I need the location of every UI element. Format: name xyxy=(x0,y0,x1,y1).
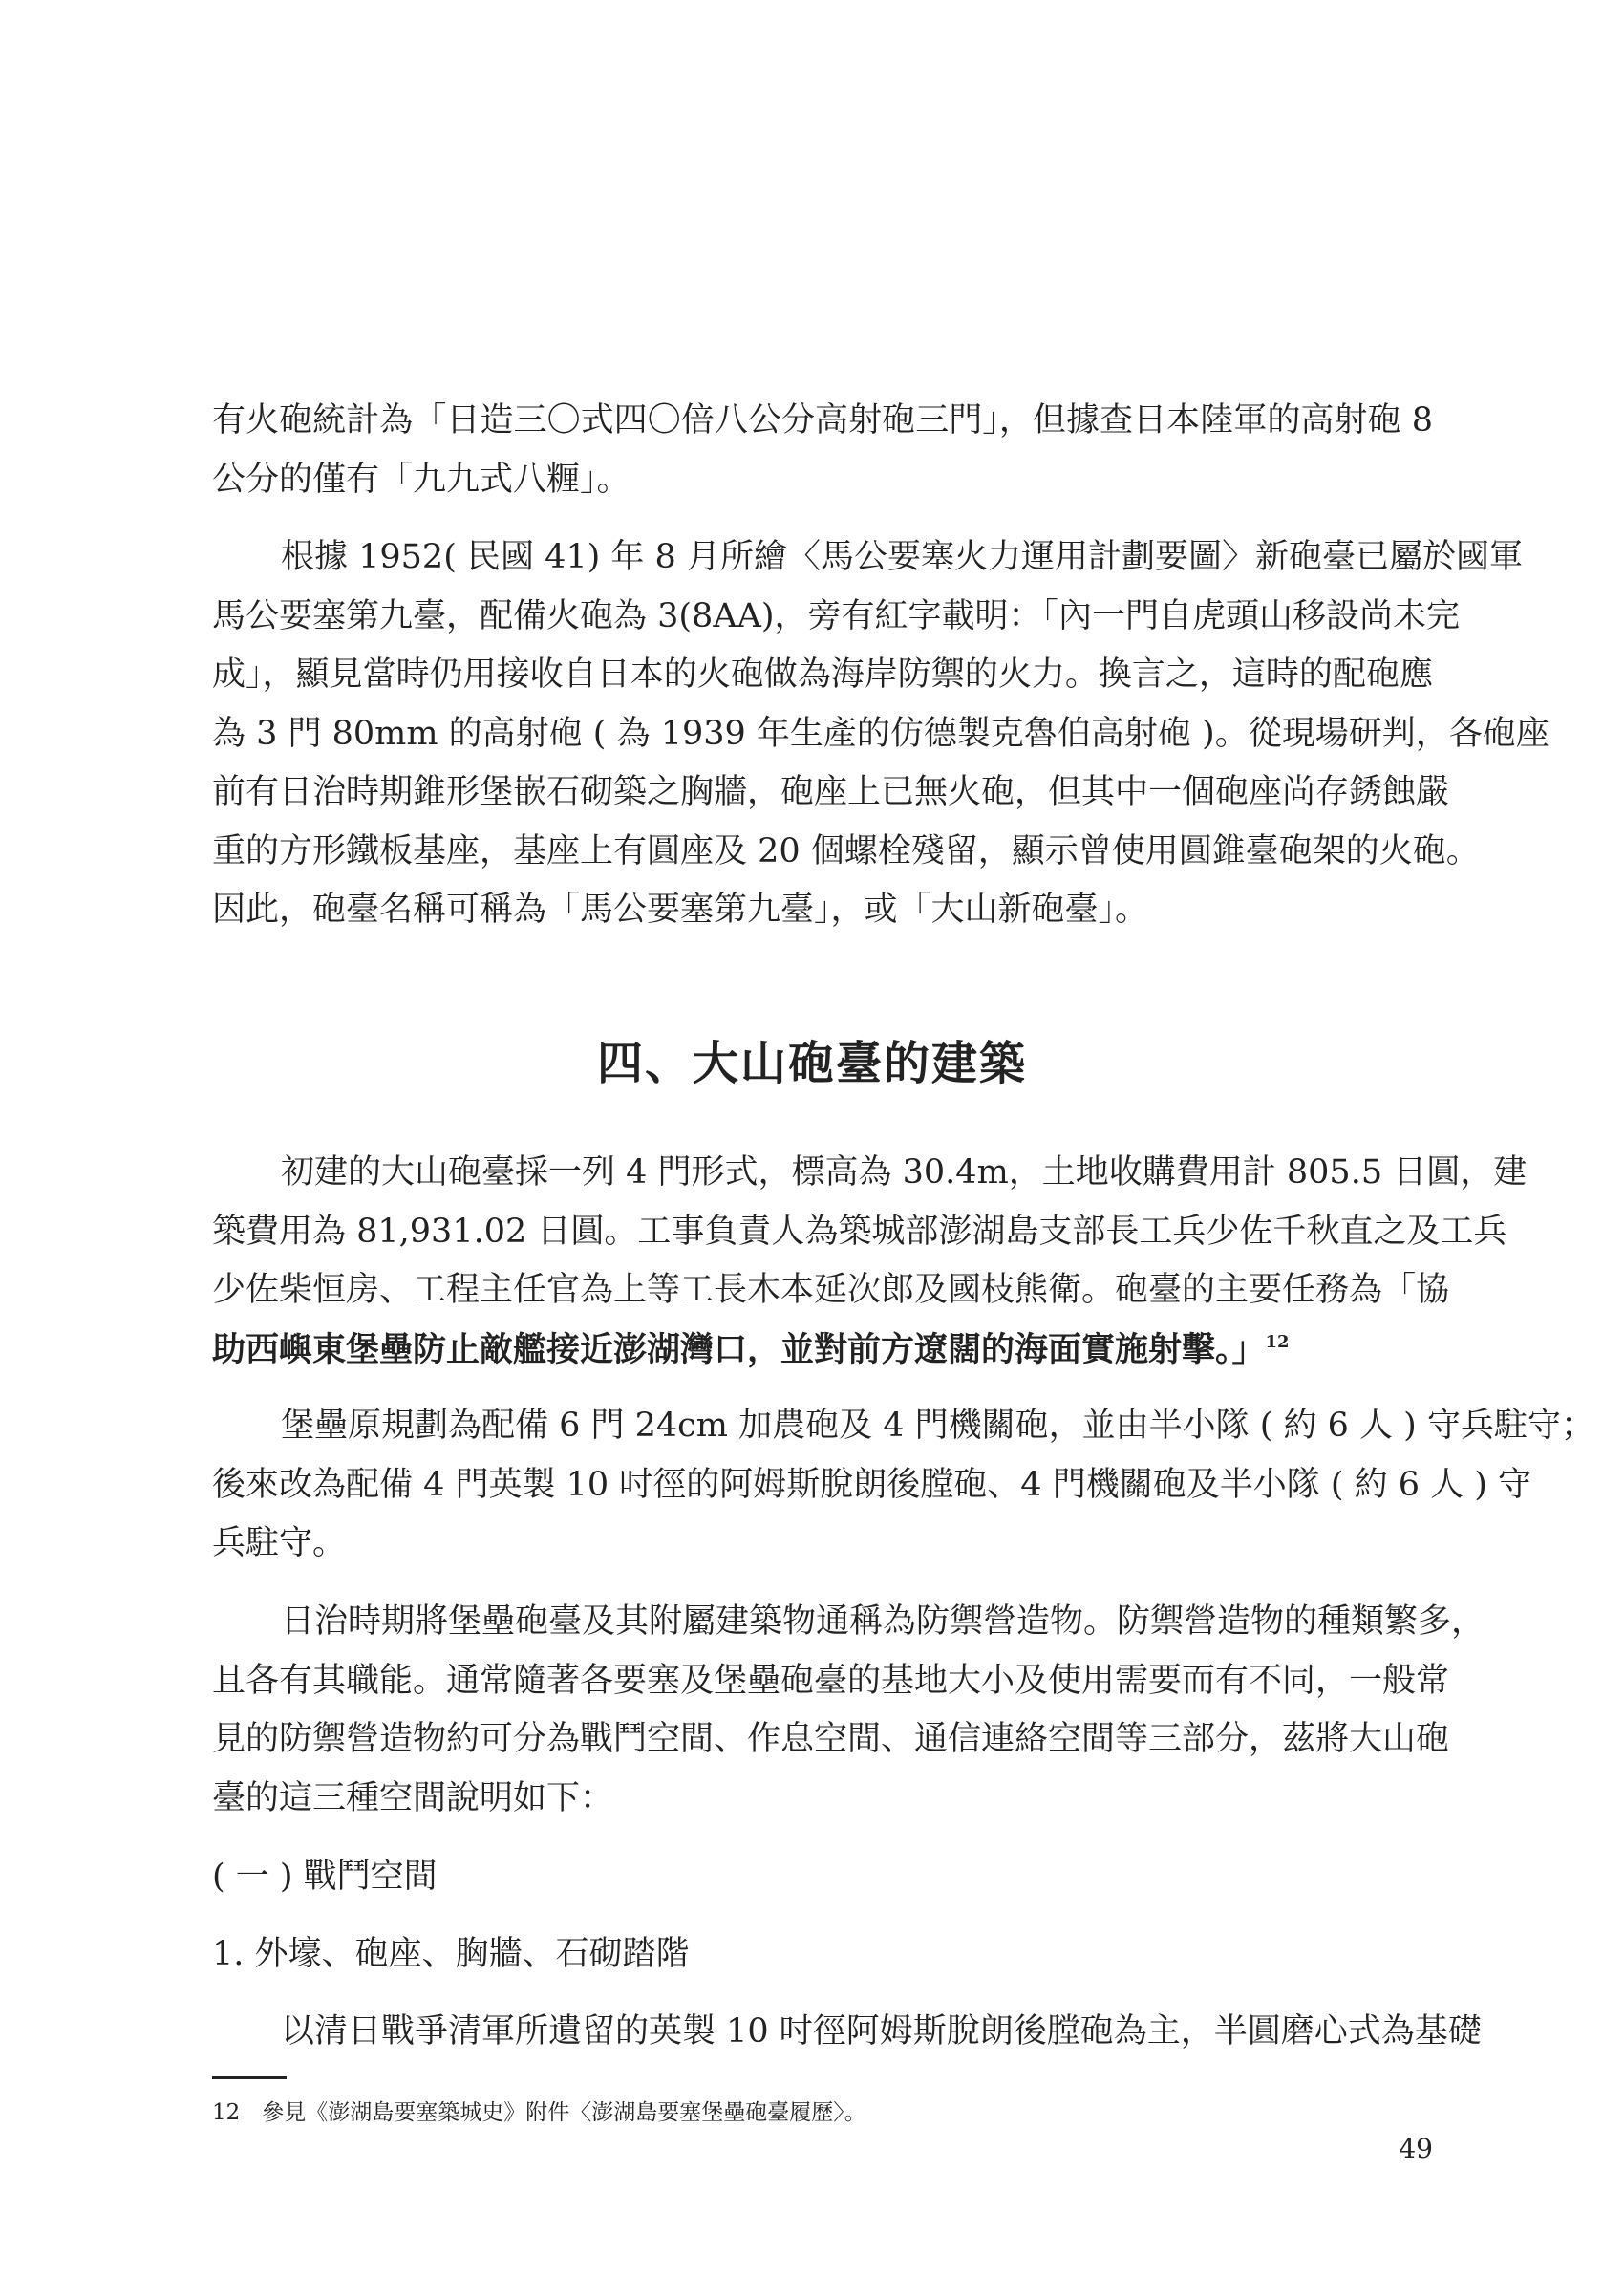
subheading-2 xyxy=(212,1925,1433,1985)
paragraph-2 xyxy=(212,528,1549,940)
text-line: 少佐柴恒房、工程主任官為上等工長木本延次郎及國枝熊衛。砲臺的主要任務為「協 xyxy=(212,1271,1450,1309)
text-line: 臺的這三種空間說明如下： xyxy=(212,1778,614,1817)
text-line: 有火砲統計為「日造三〇式四〇倍八公分高射砲三門」，但據查日本陸軍的高射砲 8 xyxy=(212,401,1433,440)
text-line: 以清日戰爭清軍所遺留的英製 10 吋徑阿姆斯脫朗後膛砲為主，半圓磨心式為基礎 xyxy=(281,2012,1482,2051)
subheading-text: 1. 外壕、砲座、胸牆、石砌踏階 xyxy=(212,1935,690,1973)
text-line: 堡壘原規劃為配備 6 門 24cm 加農砲及 4 門機關砲，並由半小隊 ( 約 6 人 ) 守兵駐守； xyxy=(281,1407,1594,1445)
text-line: 根據 1952( 民國 41) 年 8 月所繪〈馬公要塞火力運用計劃要圖〉新砲臺已屬於國軍 xyxy=(281,538,1523,576)
text-line: 見的防禦營造物約可分為戰鬥空間、作息空間、通信連絡空間等三部分，茲將大山砲 xyxy=(212,1720,1450,1758)
text-line: 為 3 門 80mm 的高射砲 ( 為 1939 年生產的仿德製克魯伯高射砲 )。從現場研判，各砲座 xyxy=(212,714,1549,753)
paragraph-4 xyxy=(212,1397,1594,1574)
paragraph-3 xyxy=(212,1144,1528,1379)
footnote: 12 參見《澎湖島要塞築城史》附件〈澎湖島要塞堡壘砲臺履歷〉。 xyxy=(212,2100,866,2125)
page-number: 49 xyxy=(1399,2133,1433,2164)
text-line: 日治時期將堡壘砲臺及其附屬建築物通稱為防禦營造物。防禦營造物的種類繁多， xyxy=(281,1602,1485,1641)
paragraph-6 xyxy=(212,2003,1482,2062)
footnote-divider xyxy=(212,2076,287,2079)
text-line: 後來改為配備 4 門英製 10 吋徑的阿姆斯脫朗後膛砲、4 門機關砲及半小隊 ( 約 6 人 ) 守 xyxy=(212,1465,1532,1504)
footnote-ref[interactable]: 12 xyxy=(1265,1331,1290,1352)
text-line-quote xyxy=(212,1321,1433,1380)
subheading-1 xyxy=(212,1848,1433,1907)
quote-text: 助西嶼東堡壘防止敵艦接近澎湖灣口，並對前方遼闊的海面實施射擊。」 xyxy=(212,1329,1266,1369)
text-line: 公分的僅有「九九式八糎」。 xyxy=(212,460,630,499)
paragraph-5 xyxy=(212,1593,1485,1828)
text-line: 重的方形鐵板基座，基座上有圓座及 20 個螺栓殘留，顯示曾使用圓錐臺砲架的火砲。 xyxy=(212,831,1480,870)
paragraph-1 xyxy=(212,392,1433,509)
subheading-text: ( 一 ) 戰鬥空間 xyxy=(212,1858,438,1896)
text-line: 築費用為 81,931.02 日圓。工事負責人為築城部澎湖島支部長工兵少佐千秋直之及工兵 xyxy=(212,1212,1507,1251)
text-line: 初建的大山砲臺採一列 4 門形式，標高為 30.4m，土地收購費用計 805.5 日圓，建 xyxy=(281,1153,1528,1192)
text-line: 成」，顯見當時仍用接收自日本的火砲做為海岸防禦的火力。換言之，這時的配砲應 xyxy=(212,655,1433,694)
text-line: 因此，砲臺名稱可稱為「馬公要塞第九臺」，或「大山新砲臺」。 xyxy=(212,891,1149,929)
text-line: 兵駐守。 xyxy=(212,1524,347,1562)
text-line: 且各有其職能。通常隨著各要塞及堡壘砲臺的基地大小及使用需要而有不同，一般常 xyxy=(212,1661,1450,1700)
text-line: 馬公要塞第九臺，配備火砲為 3(8AA)，旁有紅字載明：「內一門自虎頭山移設尚未完 xyxy=(212,596,1461,635)
text-line: 前有日治時期錐形堡嵌石砌築之胸牆，砲座上已無火砲，但其中一個砲座尚存銹蝕嚴 xyxy=(212,773,1450,811)
section-heading: 四、大山砲臺的建築 xyxy=(596,1037,1027,1090)
